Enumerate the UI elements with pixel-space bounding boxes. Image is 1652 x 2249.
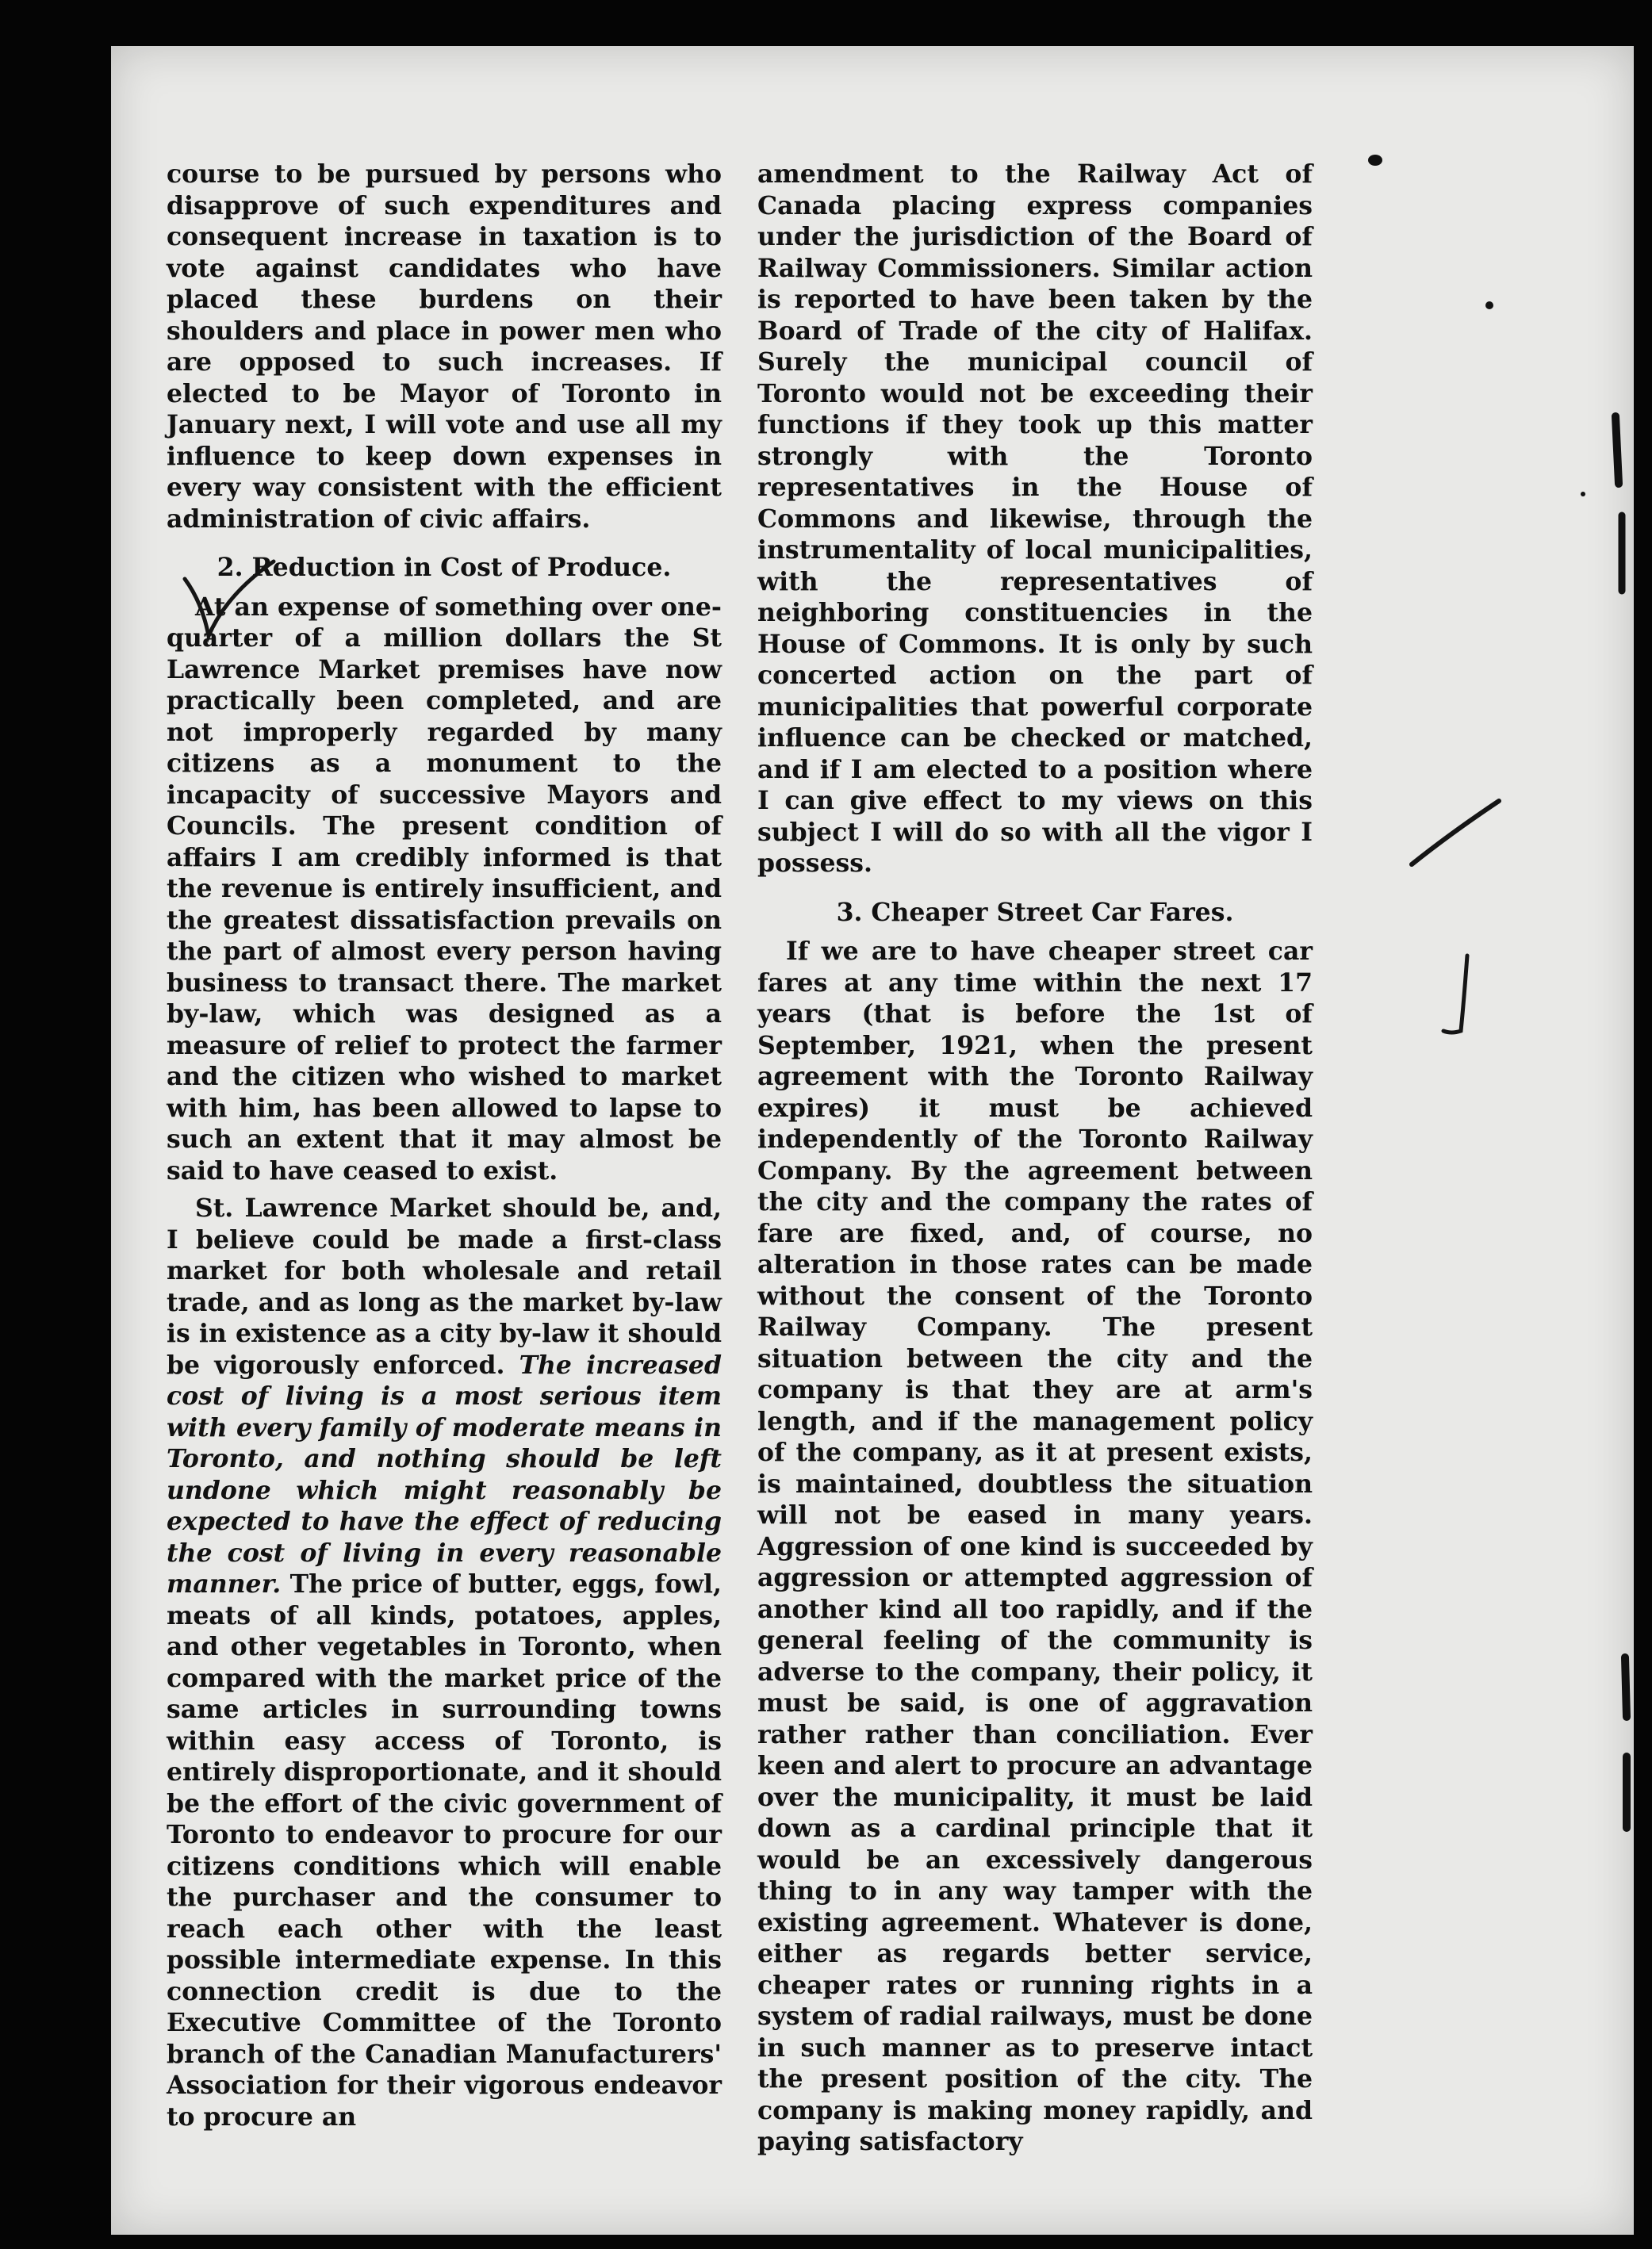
paragraph-text: The price of butter, eggs, fowl, meats of all kinds, potatoes, apples, and other vegetables in Toronto, when compared with the market price of the same articles in surrounding towns within easy access of Toronto, is entirely disproportionate, and it should be the effort of the civic government of Toronto to endeavor to procure for our citizens conditions which will enable the purchaser and the consumer to reach each other with the least possible intermediate expense. In this connection credit is due to the Executive Committee of the Toronto branch of the Canadian Manufacturers' Association for their vigorous endeavor to procure an — [167, 1569, 722, 2132]
ink-spot — [1485, 301, 1493, 309]
paragraph: At an expense of something over one-quarter of a million dollars the St Lawrence Market premises have now practically been completed, and are not improperly regarded by many citizens as a monument to the incapacity of successive Mayors and Councils. The present condition of affairs I am credibly informed is that the revenue is entirely insufficient, and the greatest dissatisfaction prevails on the part of almost every person having business to transact there. The market by-law, which was designed as a measure of relief to protect the farmer and the citizen who wished to market with him, has been allowed to lapse to such an extent that it may almost be said to have ceased to exist. — [167, 592, 722, 1186]
checkmark-annotation-icon — [178, 547, 282, 650]
margin-bar-icon — [1606, 412, 1630, 603]
margin-bar-icon — [1614, 1653, 1638, 1836]
pencil-stroke-icon — [1404, 793, 1507, 872]
paragraph: course to be pursued by persons who disapprove of such expenditures and consequent increase in taxation is to vote against candidates who have placed these burdens on their shoulders and place in power men who are opposed to such increases. If elected to be Mayor of Toronto in January next, I will vote and use all my influence to keep down expenses in every way consistent with the efficient administration of civic affairs. — [167, 159, 722, 534]
paragraph: amendment to the Railway Act of Canada placing express companies under the jurisdiction of the Board of Railway Commissioners. Similar action is reported to have been taken by the Board of Trade of the city of Halifax. Surely the municipal council of Toronto would not be exceeding their functions if they took up this matter strongly with the Toronto representatives in the House of Commons and likewise, through the instrumentality of local municipalities, with the representatives of neighboring constituencies in the House of Commons. It is only by such concerted action on the part of municipalities that powerful corporate influence can be checked or matched, and if I am elected to a position where I can give effect to my views on this subject I will do so with all the vigor I possess. — [757, 159, 1313, 878]
right-column — [757, 159, 1313, 2158]
italic-emphasis: The increased cost of living is a most serious item with every family of moderate means in Toronto, and nothing should be left undone which might reasonably be expected to have the effect of reducing the cost of living in every reasonable manner. — [167, 1350, 723, 1599]
ink-spot — [1581, 492, 1585, 496]
paragraph — [167, 1193, 722, 2132]
section-heading-3: 3. Cheaper Street Car Fares. — [836, 897, 1234, 927]
paragraph: If we are to have cheaper street car fares at any time within the next 17 years (that is before the 1st of September, 1921, when the present agreement with the Toronto Railway expires) it must be achieved independently of the Toronto Railway Company. By the agreement between the city and the company the rates of fare are fixed, and, of course, no alteration in those rates can be made without the consent of the Toronto Railway Company. The present situation between the city and the company is that they are at arm's length, and if the management policy of the company, as it at present exists, is maintained, doubtless the situation will not be eased in many years. Aggression of one kind is succeeded by aggression or attempted aggression of another kind all too rapidly, and if the general feeling of the community is adverse to the company, their policy, it must be said, is one of aggravation rather rather than conciliation. Ever keen and alert to procure an advantage over the municipality, it must be laid down as a cardinal principle that it would be an excessively dangerous thing to in any way tamper with the existing agreement. Whatever is done, either as regards better service, cheaper rates or running rights in a system of radial railways, must be done in such manner as to preserve intact the present position of the city. The company is making money rapidly, and paying satisfactory — [757, 937, 1313, 2156]
ink-spot — [1368, 155, 1382, 166]
section-heading-2: 2. Reduction in Cost of Produce. — [217, 553, 672, 582]
left-column — [167, 159, 722, 2132]
paragraph-text: St. Lawrence Market should be, and, I believe could be made a first-class market for both wholesale and retail trade, and as long as the market by-law is in existence as a city by-law it should be vigorously enforced. — [167, 1193, 722, 1380]
pencil-stroke-icon — [1435, 952, 1483, 1047]
